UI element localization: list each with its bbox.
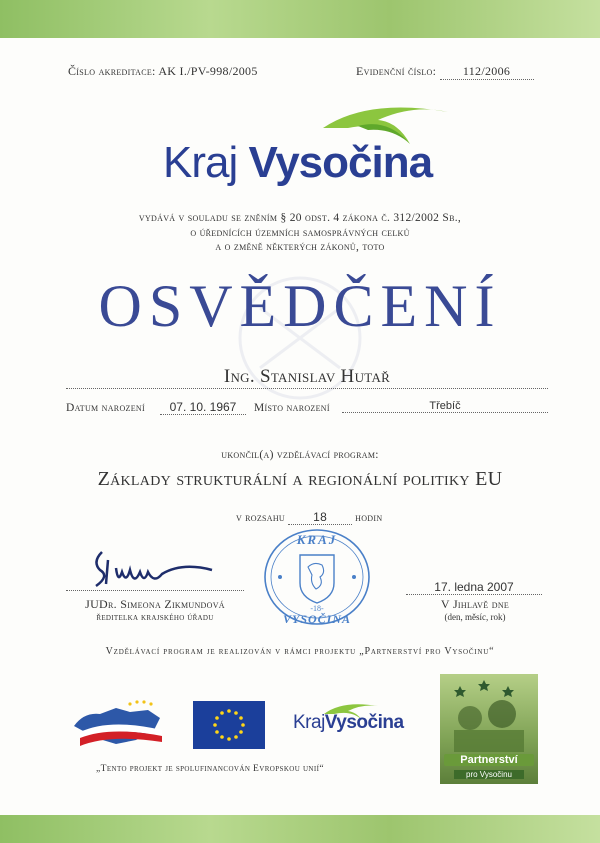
partnership-title: Partnerství	[444, 754, 534, 766]
intro-line-2: o úřednících územních samosprávných celků	[190, 226, 410, 239]
program-completed-label: ukončil(a) vzdělávací program:	[221, 449, 379, 461]
signatory-name: JUDr. Simeona Zikmundová	[85, 597, 225, 611]
program-name: Základy strukturální a regionální politiky EU	[97, 468, 503, 490]
stamp-number: -18-	[310, 604, 324, 613]
stamp-bottom-text: VYSOČINA	[282, 612, 352, 626]
czech-map-logo-icon	[70, 696, 170, 752]
partnership-photo-icon	[440, 674, 538, 752]
cofinance-note: „Tento projekt je spolufinancován Evropskou unií“	[96, 764, 324, 774]
signature-icon	[82, 542, 222, 592]
birth-date-label: Datum narození	[66, 402, 145, 414]
intro-line-3: a o změně některých zákonů, toto	[215, 241, 385, 253]
hours-label: hodin	[355, 512, 383, 524]
partnership-logo	[440, 674, 538, 784]
project-note: Vzdělávací program je realizován v rámci projektu „Partnerství pro Vysočinu“	[105, 646, 495, 657]
certificate-title: OSVĚDČENÍ	[98, 273, 502, 339]
accreditation-label: Číslo akreditace:	[68, 64, 156, 78]
registry-value: 112/2006	[440, 64, 534, 80]
registry-line	[356, 64, 534, 80]
issue-date-hint: (den, měsíc, rok)	[444, 612, 506, 622]
signature-line	[66, 590, 244, 591]
registry-label: Evidenční číslo:	[356, 64, 437, 78]
signatory-role: ředitelka krajského úřadu	[96, 613, 214, 623]
logo-part2: Vysočina	[248, 138, 433, 187]
intro-text	[60, 211, 540, 255]
stamp-top-text: KRAJ	[296, 532, 338, 547]
eu-flag-icon	[193, 701, 265, 749]
kraj-vysocina-logo	[163, 138, 432, 188]
recipient-name: Ing. Stanislav Hutař	[66, 366, 548, 389]
issue-date: 17. ledna 2007	[406, 580, 542, 595]
logo-part1: Kraj	[163, 138, 238, 187]
scope-line	[236, 510, 382, 525]
hours-value: 18	[288, 510, 352, 525]
birth-date-value: 07. 10. 1967	[160, 400, 246, 415]
birth-place-label: Místo narození	[254, 402, 330, 414]
bottom-decorative-band	[0, 815, 600, 843]
accreditation-line	[68, 64, 258, 79]
accreditation-value: AK I./PV-998/2005	[158, 64, 258, 78]
top-decorative-band	[0, 0, 600, 38]
small-logo-part1: Kraj	[293, 712, 325, 733]
small-logo-part2: Vysočina	[324, 712, 404, 733]
birth-place-value: Třebíč	[342, 400, 548, 413]
small-kraj-vysocina-logo	[293, 712, 404, 734]
partnership-subtitle: pro Vysočinu	[454, 770, 524, 779]
issue-place-label: V Jihlavě dne	[440, 597, 510, 611]
intro-line-1: vydává v souladu se zněním § 20 odst. 4 zákona č. 312/2002 Sb.,	[138, 212, 462, 224]
scope-label: v rozsahu	[236, 512, 286, 524]
